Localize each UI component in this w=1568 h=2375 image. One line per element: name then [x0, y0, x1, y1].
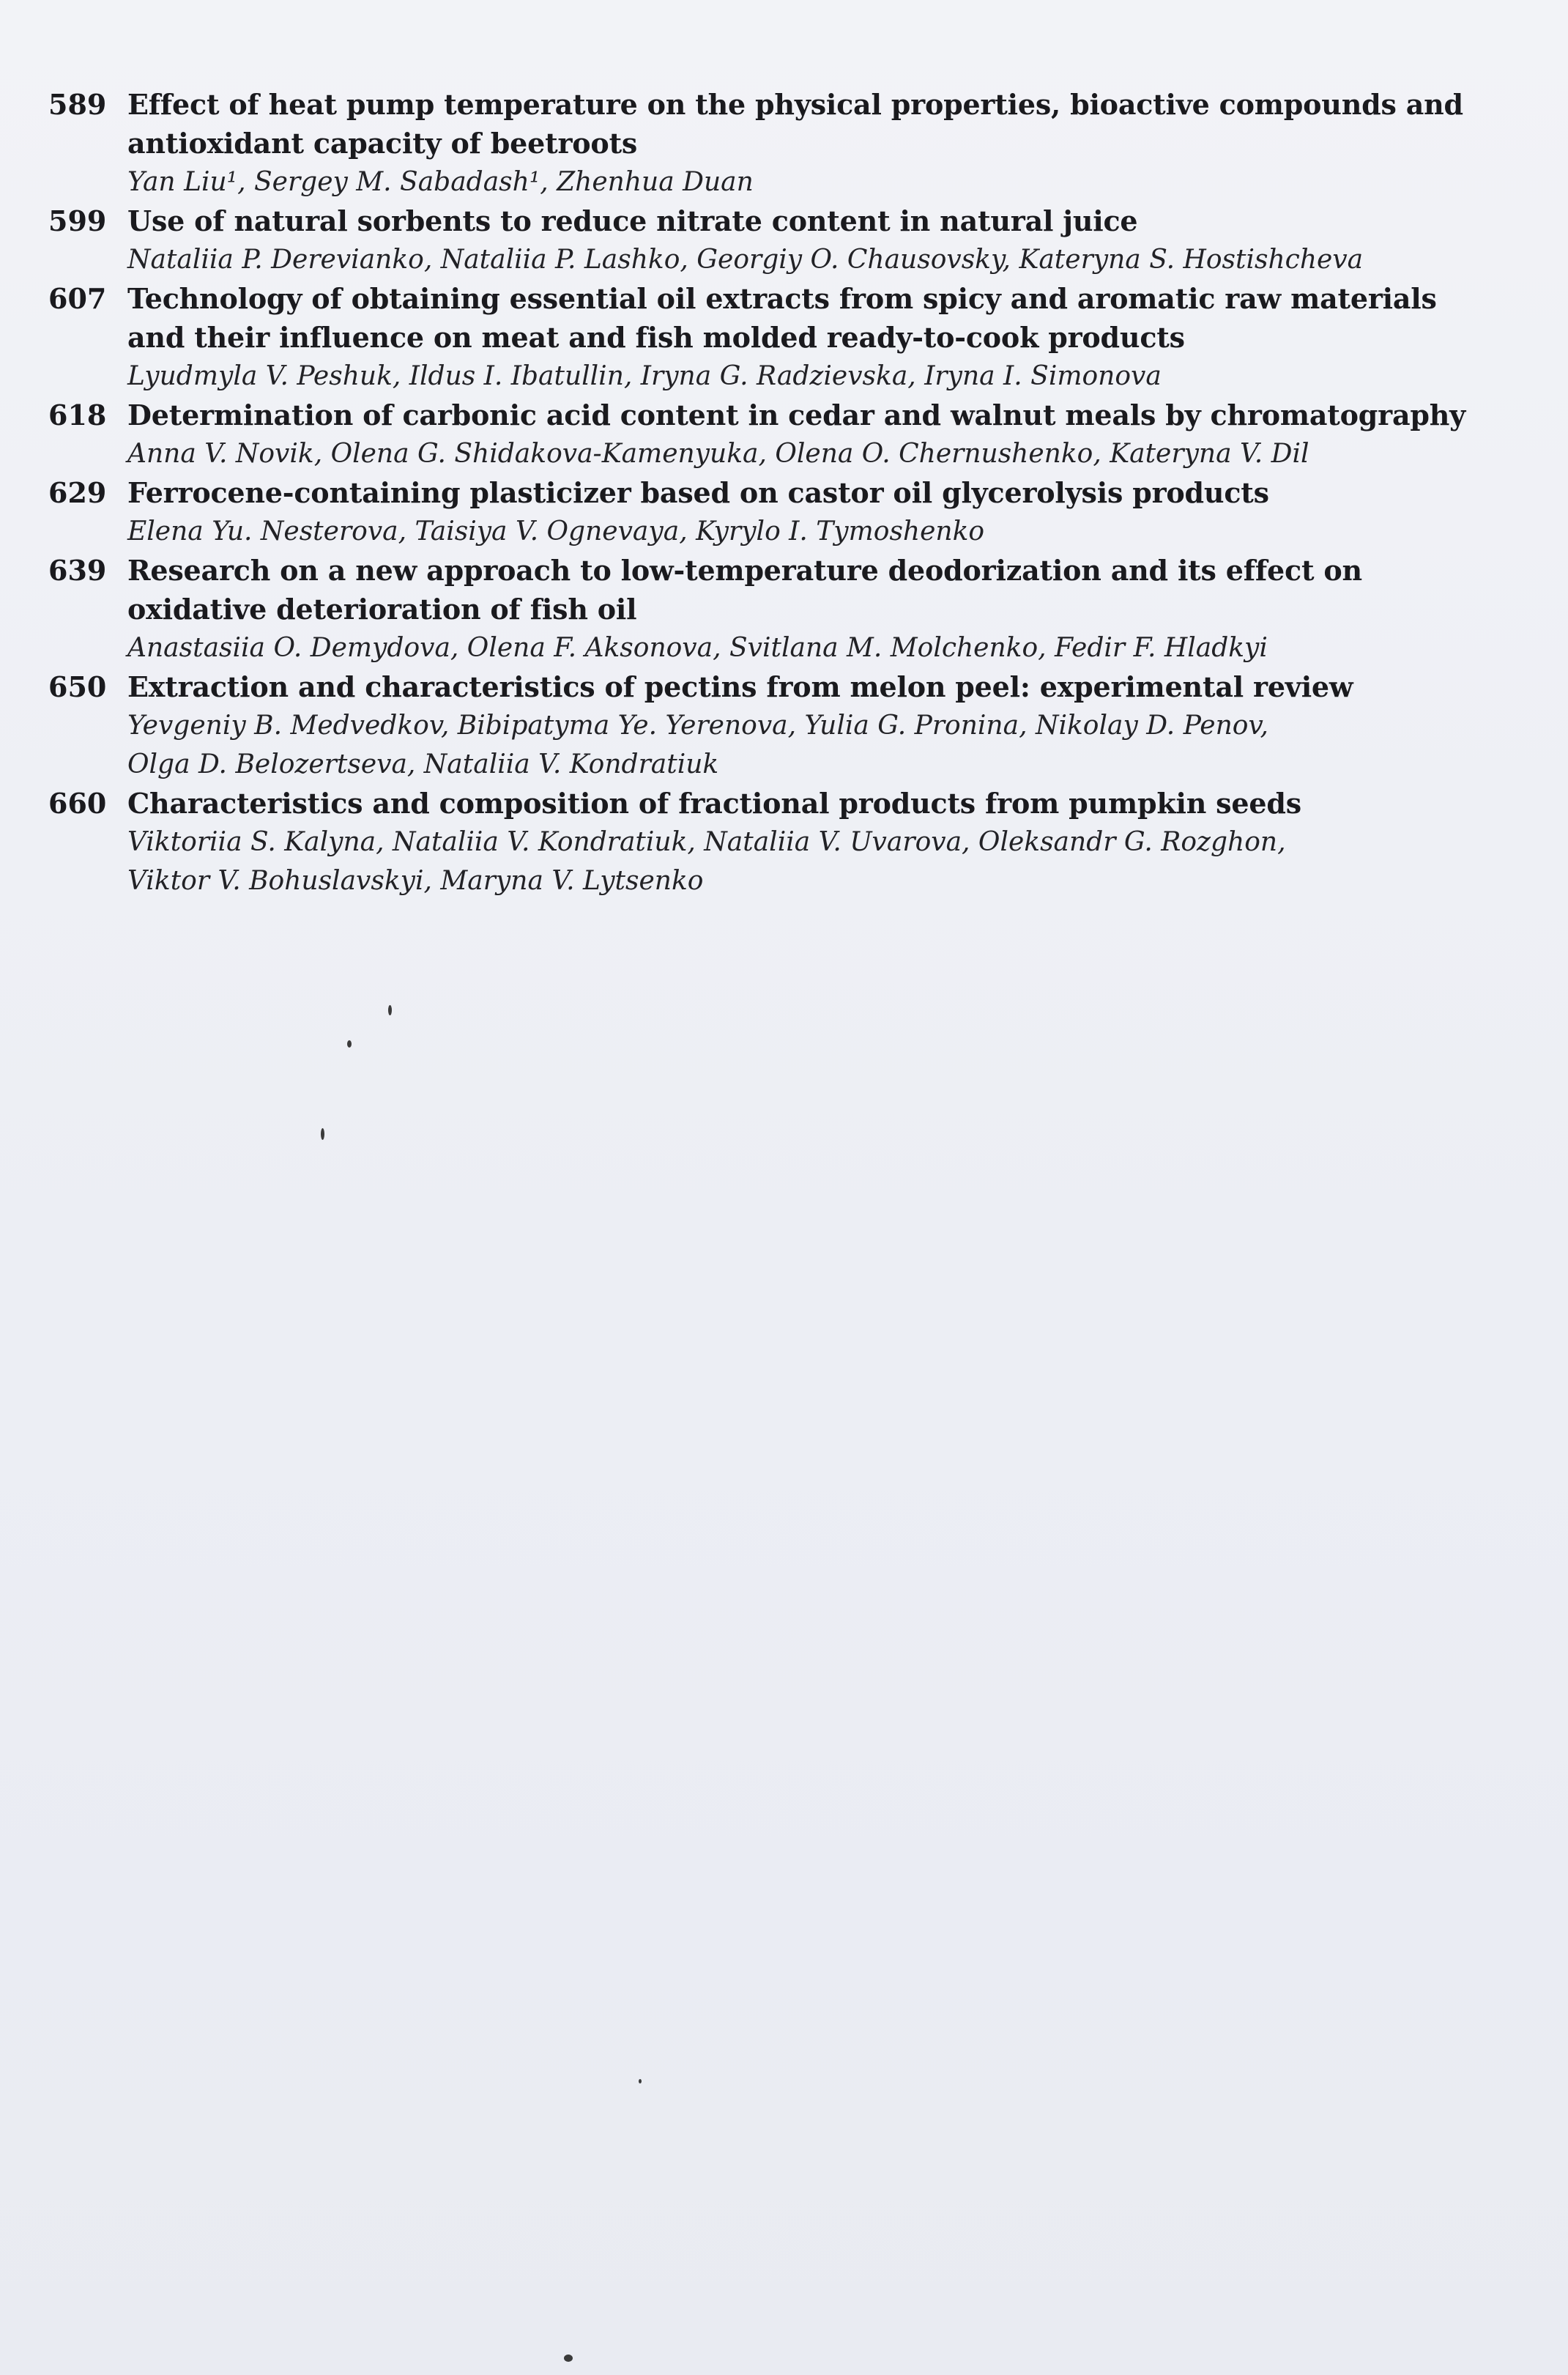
- entry-body: [127, 667, 1484, 784]
- entry-title-line: antioxidant capacity of beetroots: [127, 127, 638, 160]
- entry-body: [127, 551, 1484, 667]
- entry-body: [127, 473, 1484, 551]
- entry-body: [127, 85, 1484, 201]
- entry-page-number: 589: [48, 88, 107, 121]
- entry-body: [127, 279, 1484, 396]
- entry-page-number: 599: [48, 204, 107, 237]
- entry-title-line: oxidative deterioration of fish oil: [127, 593, 637, 626]
- entry-body: [127, 396, 1484, 473]
- entry-authors-line: Yan Liu¹, Sergey M. Sabadash¹, Zhenhua Duan: [127, 167, 754, 197]
- entry-title-line: Ferrocene-containing plasticizer based on castor oil glycerolysis products: [127, 476, 1269, 509]
- toc-entry: [48, 473, 1484, 551]
- entry-authors-line: Anna V. Novik, Olena G. Shidakova-Kamenyuka, Olena O. Chernushenko, Kateryna V. Dil: [127, 439, 1309, 469]
- entry-authors-line: Olga D. Belozertseva, Nataliia V. Kondratiuk: [127, 749, 719, 779]
- dust-speck: [639, 2079, 642, 2083]
- table-of-contents: [48, 85, 1484, 900]
- entry-title-line: Determination of carbonic acid content in cedar and walnut meals by chromatography: [127, 399, 1466, 431]
- toc-entry: [48, 201, 1484, 279]
- entry-page-number: 618: [48, 399, 107, 431]
- entry-title-line: Extraction and characteristics of pectins from melon peel: experimental review: [127, 670, 1353, 703]
- dust-speck: [347, 1040, 352, 1048]
- entry-authors-line: Yevgeniy B. Medvedkov, Bibipatyma Ye. Yerenova, Yulia G. Pronina, Nikolay D. Penov,: [127, 711, 1268, 741]
- entry-authors-line: Viktoriia S. Kalyna, Nataliia V. Kondratiuk, Nataliia V. Uvarova, Oleksandr G. Rozghon,: [127, 827, 1286, 857]
- entry-title-line: Effect of heat pump temperature on the physical properties, bioactive compounds and: [127, 88, 1463, 121]
- toc-entry: [48, 667, 1484, 784]
- entry-title-line: Technology of obtaining essential oil extracts from spicy and aromatic raw materials: [127, 282, 1437, 315]
- entry-title-line: and their influence on meat and fish molded ready-to-cook products: [127, 321, 1185, 354]
- dust-speck: [321, 1128, 324, 1140]
- entry-authors-line: Viktor V. Bohuslavskyi, Maryna V. Lytsenko: [127, 866, 704, 896]
- toc-entry: [48, 279, 1484, 396]
- toc-entry: [48, 396, 1484, 473]
- entry-authors-line: Lyudmyla V. Peshuk, Ildus I. Ibatullin, Iryna G. Radzievska, Iryna I. Simonova: [127, 361, 1162, 391]
- entry-body: [127, 201, 1484, 279]
- entry-title-line: Use of natural sorbents to reduce nitrate content in natural juice: [127, 204, 1138, 237]
- entry-page-number: 660: [48, 787, 107, 820]
- entry-authors-line: Anastasiia O. Demydova, Olena F. Aksonova, Svitlana M. Molchenko, Fedir F. Hladkyi: [127, 633, 1268, 663]
- entry-authors-line: Elena Yu. Nesterova, Taisiya V. Ognevaya, Kyrylo I. Tymoshenko: [127, 516, 985, 546]
- entry-page-number: 607: [48, 282, 107, 315]
- dust-speck: [388, 1005, 392, 1015]
- entry-page-number: 639: [48, 554, 107, 587]
- entry-title-line: Research on a new approach to low-temperature deodorization and its effect on: [127, 554, 1362, 587]
- toc-entry: [48, 85, 1484, 201]
- toc-entry: [48, 551, 1484, 667]
- entry-body: [127, 784, 1484, 900]
- entry-title-line: Characteristics and composition of fractional products from pumpkin seeds: [127, 787, 1301, 820]
- dust-speck: [564, 2354, 573, 2362]
- toc-entry: [48, 784, 1484, 900]
- entry-page-number: 629: [48, 476, 107, 509]
- entry-page-number: 650: [48, 670, 107, 703]
- entry-authors-line: Nataliia P. Derevianko, Nataliia P. Lashko, Georgiy O. Chausovsky, Kateryna S. Hostishcheva: [127, 245, 1364, 275]
